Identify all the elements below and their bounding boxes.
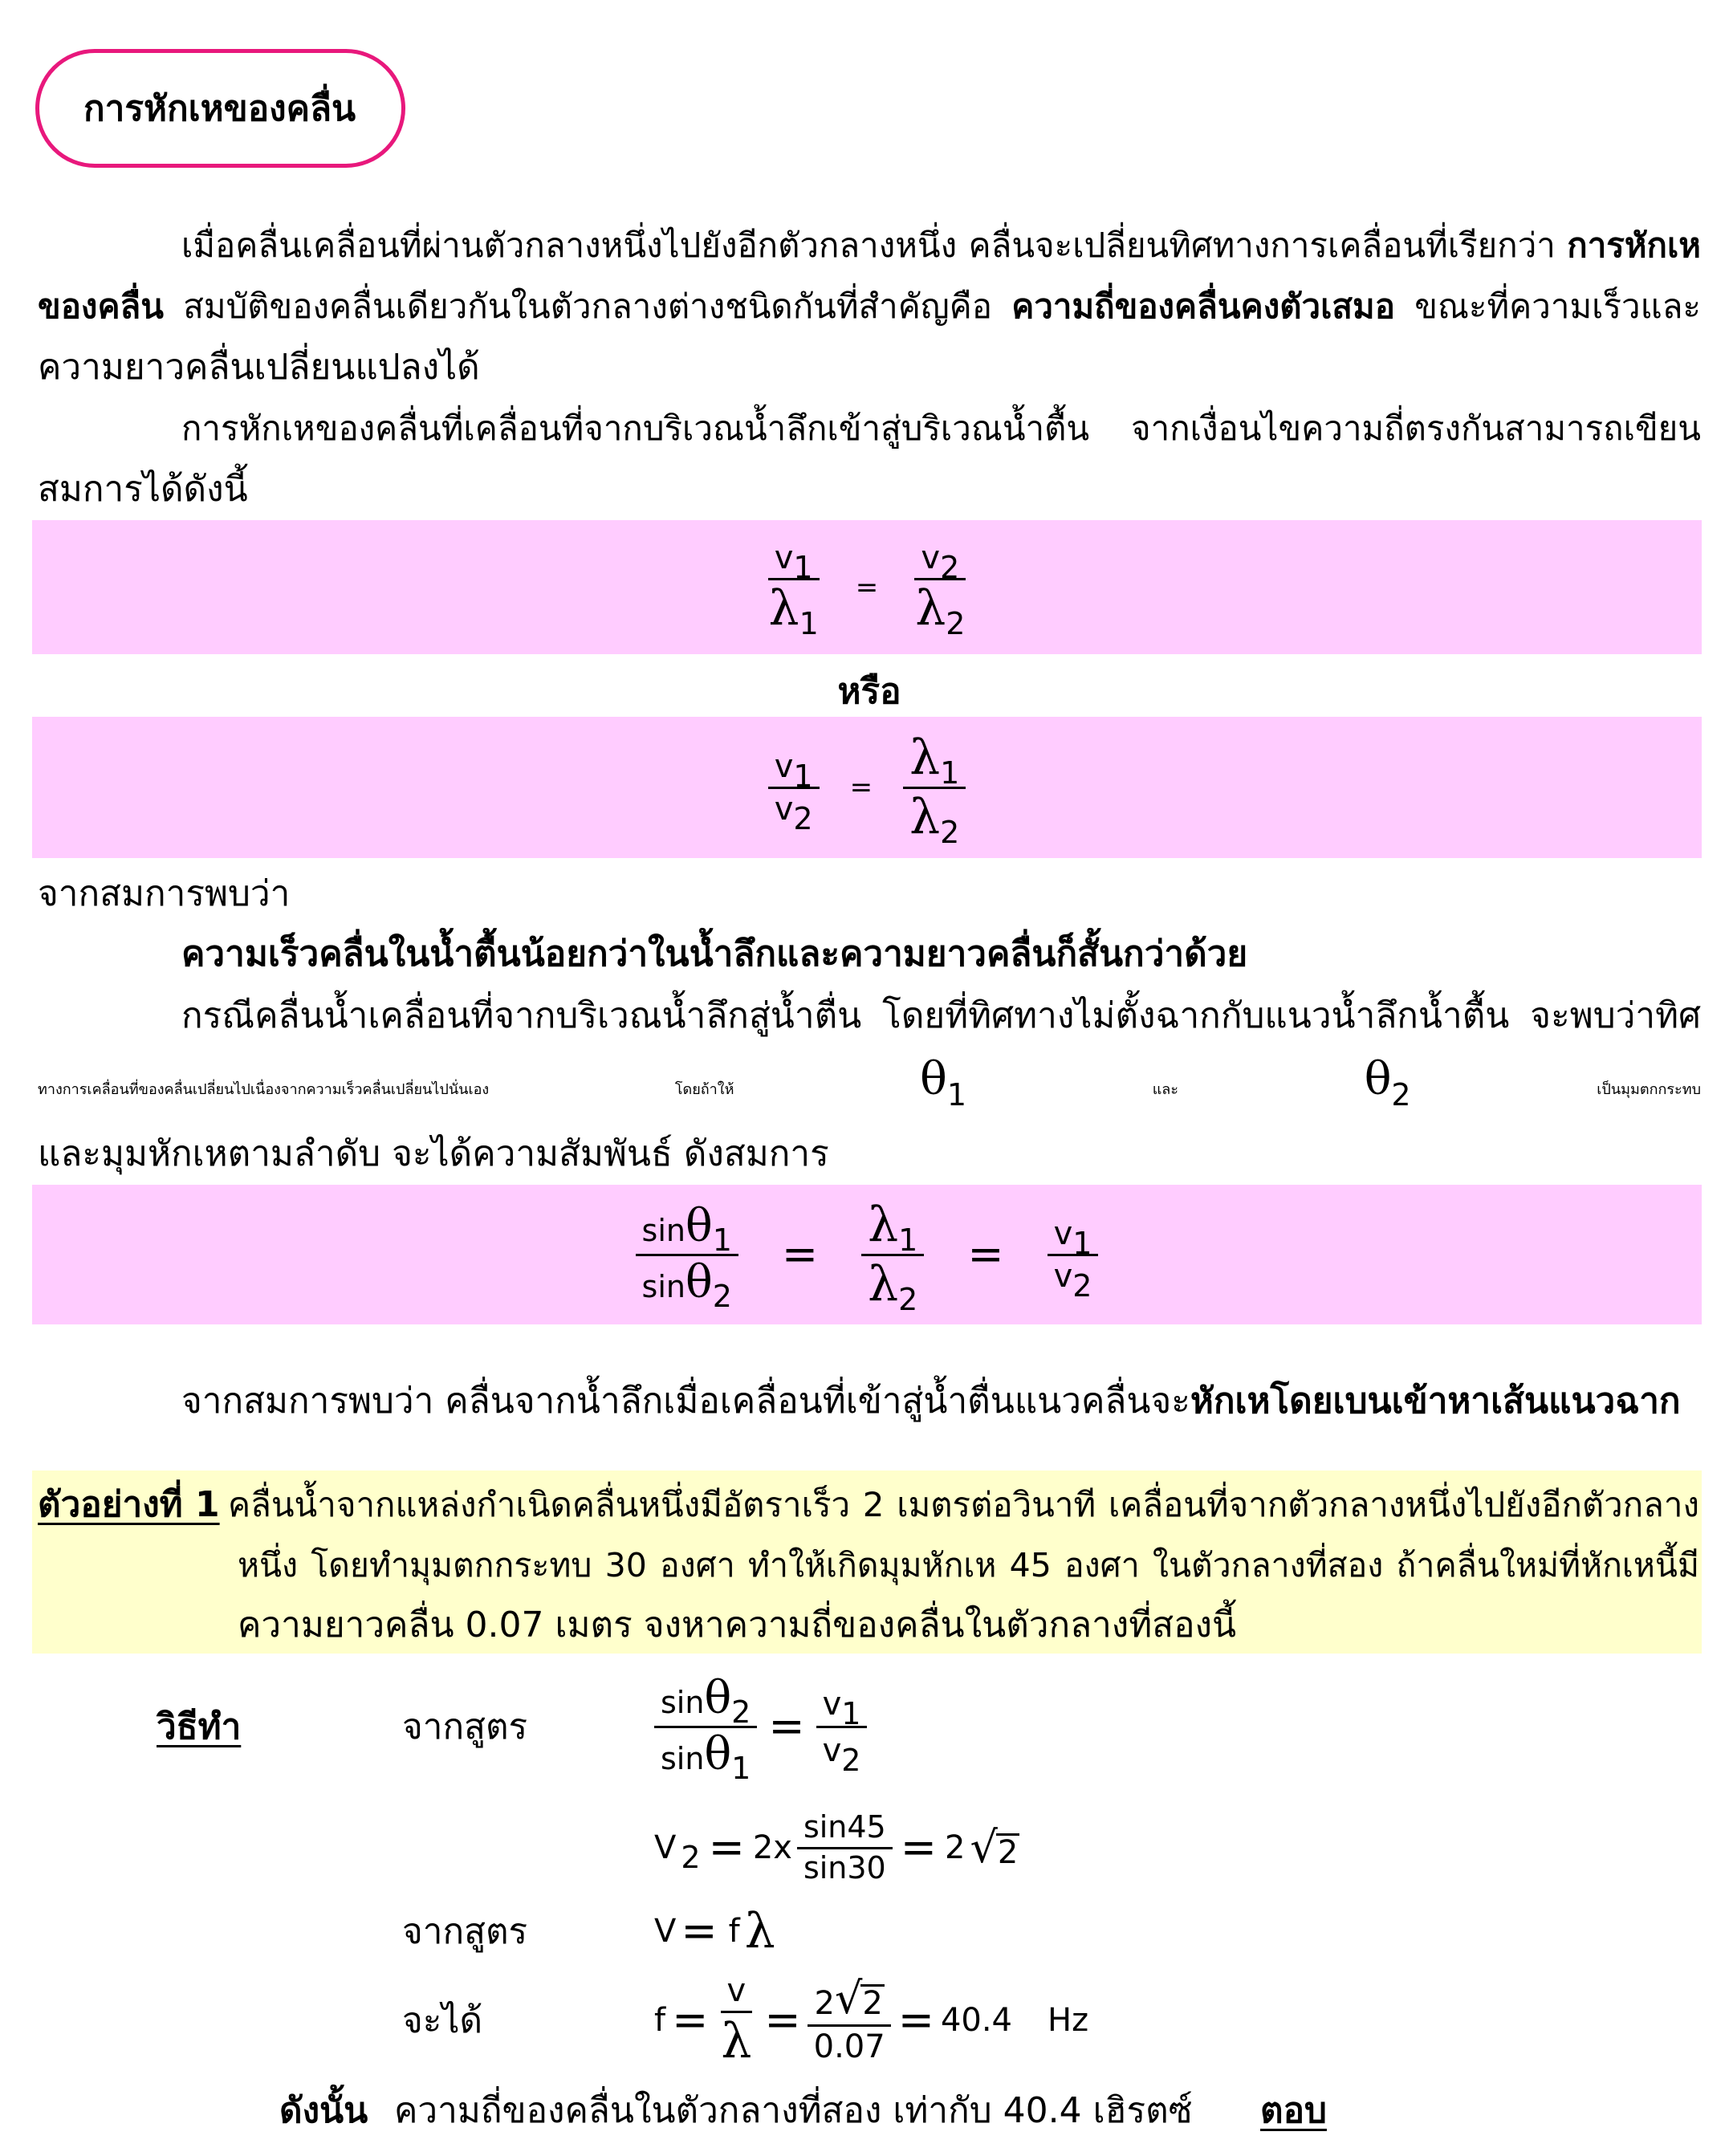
term-refraction: การหักเห	[1567, 226, 1701, 265]
subscript: 2	[898, 1281, 918, 1317]
section-title	[35, 49, 405, 168]
equals-sign: =	[900, 1822, 937, 1873]
fraction-sine-values	[797, 1808, 893, 1885]
root-argument: 2	[997, 1834, 1019, 1871]
oblique-text: และ	[966, 1081, 1365, 1098]
subscript: 2	[940, 549, 960, 585]
symbol-v: v	[1053, 1257, 1073, 1295]
example-line-2: หนึ่ง โดยทำมุมตกกระทบ 30 องศา ทำให้เกิดมุมหักเห 45 องศา ในตัวกลางที่สอง ถ้าคลื่นใหม่ที่หักเหนี้มี	[238, 1546, 1699, 1584]
numerator: v	[721, 1974, 753, 2013]
numerator	[861, 1196, 924, 1258]
root-sign-icon: √	[970, 1822, 998, 1873]
solution-row-4	[0, 1962, 1733, 2079]
from-formula-label: จากสูตร	[402, 1706, 528, 1747]
intro-text: ขณะที่ความเร็วและ	[1394, 287, 1701, 326]
solution-row-2	[0, 1798, 1733, 1898]
root-argument: 2	[862, 1984, 883, 2022]
intro-text: สมบัติของคลื่นเดียวกันในตัวกลางต่างชนิดกันที่สำคัญคือ	[164, 287, 1012, 326]
example-line-1: คลื่นน้ำจากแหล่งกำเนิดคลื่นหนึ่งมีอัตราเร็ว 2 เมตรต่อวินาที เคลื่อนที่จากตัวกลางหนึ่งไปยังอีกตัวกลาง	[228, 1485, 1699, 1524]
equals-sign: =	[681, 1906, 718, 1956]
solution-equation-3	[654, 1901, 775, 1962]
equals-sign: =	[855, 571, 879, 604]
numerator	[1048, 1214, 1099, 1261]
denominator	[636, 1255, 738, 1314]
subscript: 2	[841, 1742, 861, 1778]
denominator	[1048, 1256, 1099, 1304]
solution-equation-1	[654, 1666, 867, 1787]
coefficient: 2	[814, 1984, 835, 2022]
oblique-text: เป็นมุมตกกระทบ	[1410, 1081, 1701, 1098]
fraction-right	[909, 539, 971, 641]
conclusion-line	[38, 1371, 1701, 1432]
fraction-speed-ratio	[816, 1685, 868, 1778]
symbol-theta: θ	[920, 1053, 947, 1105]
symbol-lambda: λ	[744, 1903, 775, 1959]
symbol-f: f	[728, 1913, 740, 1950]
symbol-theta: θ	[704, 1727, 732, 1780]
symbol-lambda: λ	[909, 788, 941, 845]
subscript: 1	[731, 1750, 751, 1786]
frequency-calculation	[654, 1974, 1088, 2067]
example-box	[32, 1471, 1702, 1654]
result-value: 40.4	[940, 2002, 1012, 2039]
fraction-sine-ratio	[654, 1671, 757, 1786]
symbol-lambda: λ	[915, 580, 946, 637]
intro-line-3: ความยาวคลื่นเปลี่ยนแปลงได้	[38, 347, 480, 388]
equals-sign: =	[764, 1995, 801, 2045]
root-sign-icon: √	[834, 1972, 863, 2024]
subscript: 1	[841, 1696, 861, 1732]
fraction-v-over-lambda	[714, 1974, 758, 2067]
subscript: 1	[793, 758, 813, 794]
intro-line-2	[38, 276, 1701, 337]
denominator	[768, 789, 820, 836]
ratio-equation-2	[768, 729, 966, 850]
fraction-left	[763, 539, 825, 641]
sin-function: sin	[661, 1740, 705, 1776]
solution-label: วิธีทำ	[157, 1706, 242, 1747]
term-constant-frequency: ความถี่ของคลื่นคงตัวเสมอ	[1011, 287, 1395, 326]
numerator: sin45	[797, 1812, 893, 1849]
subscript: 2	[793, 800, 813, 836]
numerator	[768, 747, 820, 794]
subscript: 2	[731, 1694, 751, 1730]
subscript: 1	[946, 1077, 967, 1113]
solution-row-1	[0, 1666, 1733, 1787]
from-formula-label: จากสูตร	[402, 1911, 528, 1952]
oblique-line-1: กรณีคลื่นน้ำเคลื่อนที่จากบริเวณน้ำลึกสู่น้ำตื่น โดยที่ทิศทางไม่ตั้งฉากกับแนวน้ำลึกน้ำตื้น จะพบว่าทิศ	[181, 995, 1701, 1036]
oblique-line-2	[38, 1043, 1701, 1116]
fraction-speed-ratio	[1048, 1214, 1099, 1304]
answer-text: ความถี่ของคลื่นในตัวกลางที่สอง เท่ากับ 40.4 เฮิรตซ์	[394, 2090, 1193, 2131]
sine-speed-equation	[654, 1671, 867, 1786]
equals-sign: =	[897, 1995, 934, 2045]
v2-calculation	[654, 1808, 1019, 1885]
symbol-V: V	[654, 1913, 677, 1950]
denominator	[816, 1728, 868, 1778]
answer-row	[0, 2080, 1733, 2141]
subscript: 1	[940, 755, 960, 791]
fraction-right	[903, 729, 966, 850]
symbol-V: V	[654, 1829, 677, 1866]
symbol-v: v	[774, 790, 794, 828]
numerator-expression	[814, 1972, 884, 2024]
subscript: 1	[712, 1222, 732, 1258]
term-refraction-cont: ของคลื่น	[38, 287, 164, 326]
symbol-theta: θ	[704, 1671, 732, 1724]
subscript: 2	[712, 1278, 732, 1314]
conclusion-text: จากสมการพบว่า คลื่นจากน้ำลึกเมื่อเคลื่อนที่เข้าสู่น้ำตื่นแนวคลื่นจะ	[181, 1381, 1190, 1422]
denominator	[763, 580, 825, 641]
example-line-3: ความยาวคลื่น 0.07 เมตร จงหาความถี่ของคลื่นในตัวกลางที่สองนี้	[238, 1605, 1237, 1645]
formula-box-1	[32, 520, 1702, 654]
sin-function: sin	[641, 1212, 685, 1248]
equals-sign: =	[708, 1822, 745, 1873]
subscript: 1	[799, 605, 819, 641]
symbol-v: v	[774, 747, 794, 785]
numerator	[816, 1685, 868, 1732]
intro-line-1	[38, 215, 1701, 276]
formula-box-3	[32, 1185, 1702, 1324]
equals-sign: =	[849, 771, 873, 803]
subscript: 2	[1072, 1267, 1092, 1304]
denominator	[903, 788, 966, 850]
fraction-values	[808, 1972, 892, 2066]
solution-equation-2	[654, 1798, 1019, 1898]
subscript: 2	[946, 605, 966, 641]
subscript: 2	[681, 1840, 701, 1875]
snell-equation	[636, 1196, 1099, 1317]
denominator: λ	[721, 2013, 752, 2069]
symbol-lambda: λ	[768, 580, 799, 637]
subscript: 1	[898, 1222, 918, 1258]
fraction-wavelength-ratio	[861, 1196, 924, 1317]
numerator	[914, 539, 966, 585]
equals-sign: =	[768, 1701, 805, 1751]
sin-function: sin	[641, 1268, 685, 1304]
symbol-lambda: λ	[868, 1255, 899, 1312]
formula-box-2	[32, 717, 1702, 858]
square-root	[970, 1822, 1019, 1873]
denominator: 0.07	[813, 2028, 885, 2066]
symbol-lambda: λ	[909, 729, 941, 786]
fraction-left	[768, 747, 820, 836]
oblique-text: ทางการเคลื่อนที่ของคลื่นเปลี่ยนไปเนื่องจากความเร็วคลื่นเปลี่ยนไปนั่นเอง โดยถ้าให้	[38, 1081, 921, 1098]
symbol-v: v	[921, 539, 941, 576]
oblique-line-3: และมุมหักเหตามลำดับ จะได้ความสัมพันธ์ ดังสมการ	[38, 1133, 829, 1174]
coefficient: 2x	[752, 1829, 792, 1866]
answer-tag: ตอบ	[1260, 2090, 1327, 2131]
numerator	[636, 1199, 738, 1258]
finding-bold: ความเร็วคลื่นในน้ำตื้นน้อยกว่าในน้ำลึกและความยาวคลื่นก็สั้นกว่าด้วย	[181, 934, 1248, 974]
result-coefficient: 2	[944, 1829, 966, 1866]
symbol-v: v	[822, 1731, 842, 1769]
unit-label: Hz	[1048, 2002, 1089, 2039]
or-label: หรือ	[837, 671, 901, 712]
subscript: 1	[1072, 1225, 1092, 1261]
denominator: sin30	[803, 1849, 886, 1885]
denominator	[909, 580, 971, 641]
sin-function: sin	[661, 1684, 705, 1720]
subscript: 2	[1391, 1077, 1411, 1113]
numerator	[808, 1972, 890, 2027]
symbol-theta: θ	[1364, 1053, 1392, 1105]
therefore-label: ดังนั้น	[279, 2090, 368, 2131]
numerator	[768, 539, 820, 585]
subscript: 2	[940, 814, 960, 850]
fraction-sine-ratio	[636, 1199, 738, 1314]
section-title-text: การหักเหของคลื่น	[83, 88, 356, 129]
numerator	[654, 1671, 757, 1730]
solution-equation-4	[654, 1962, 1088, 2079]
symbol-v: v	[774, 539, 794, 576]
ratio-equation-1	[763, 539, 972, 641]
intro-line-4: การหักเหของคลื่นที่เคลื่อนที่จากบริเวณน้ำลึกเข้าสู่บริเวณน้ำตื้น จากเงื่อนไขความถี่ตรงกันสามารถเขียน	[181, 409, 1701, 448]
numerator	[903, 729, 966, 791]
intro-text: เมื่อคลื่นเคลื่อนที่ผ่านตัวกลางหนึ่งไปยังอีกตัวกลางหนึ่ง คลื่นจะเปลี่ยนทิศทางการเคลื่อนที่เรียกว่า	[181, 226, 1568, 265]
symbol-theta: θ	[685, 1199, 713, 1252]
subscript: 1	[793, 549, 813, 585]
equals-sign: =	[967, 1229, 1004, 1279]
wave-equation	[654, 1903, 775, 1959]
solution-row-3	[0, 1901, 1733, 1962]
intro-line-5: สมการได้ดังนี้	[38, 469, 248, 510]
symbol-lambda: λ	[868, 1196, 899, 1253]
equals-sign: =	[781, 1229, 819, 1279]
symbol-theta: θ	[685, 1255, 713, 1308]
equals-sign: =	[672, 1995, 709, 2045]
denominator	[861, 1255, 924, 1317]
finding-label: จากสมการพบว่า	[38, 873, 291, 914]
example-label: ตัวอย่างที่ 1	[38, 1484, 220, 1525]
result-label: จะได้	[402, 2000, 483, 2041]
denominator	[654, 1727, 757, 1786]
symbol-v: v	[1053, 1214, 1073, 1252]
symbol-v: v	[822, 1686, 842, 1723]
conclusion-bold: หักเหโดยเบนเข้าหาเส้นแนวฉาก	[1190, 1381, 1681, 1422]
symbol-f: f	[654, 2002, 666, 2039]
